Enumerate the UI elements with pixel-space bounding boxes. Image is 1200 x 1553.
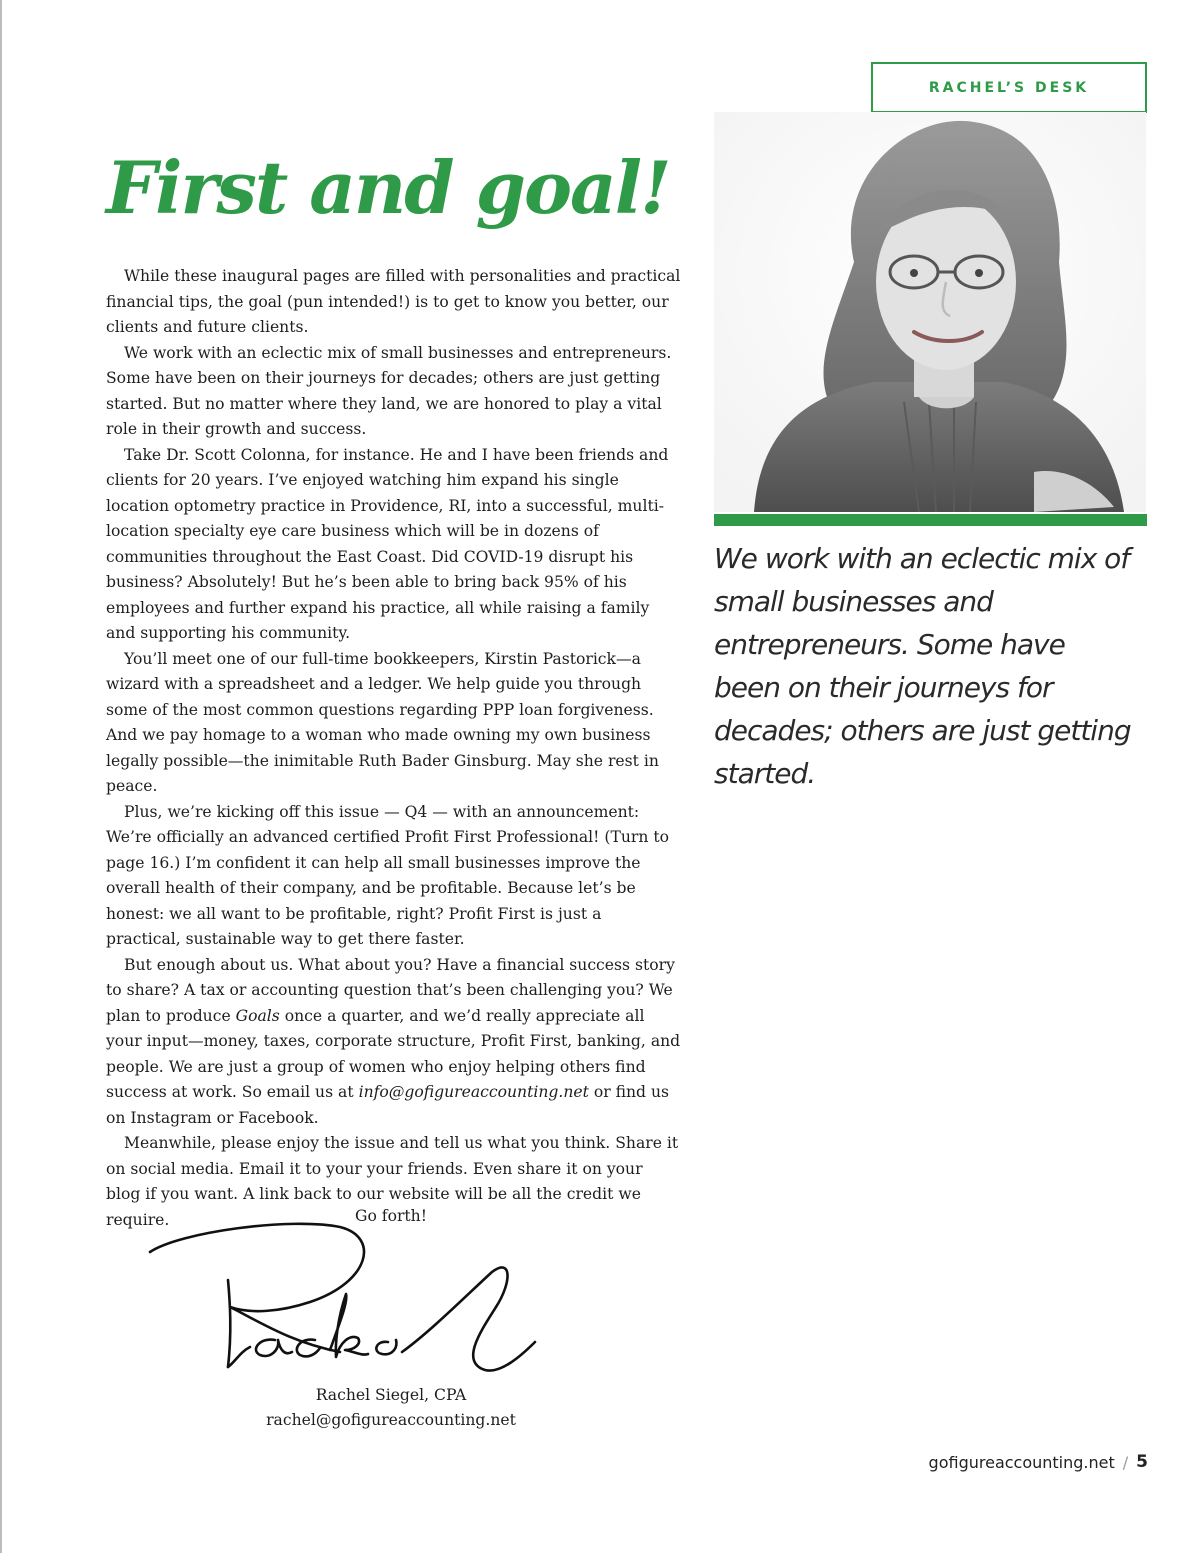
signoff: Go forth! [355, 1207, 427, 1225]
body-paragraph-2: We work with an eclectic mix of small businesses and entrepreneurs. Some have been on their journeys for decades; others are just getting started. But no matter where they land, we are honored to play a vital role in their growth and success. [106, 343, 672, 438]
body-p6-part-b: once a quarter, and we’d really appreciate all your input—money, taxes, corporate structure, Profit First, banking, and people. We are just a group of women who enjoy helping others find success at work. So email us at [106, 1006, 681, 1101]
footer-website[interactable]: gofigureaccounting.net [928, 1452, 1115, 1472]
body-paragraph-7: Meanwhile, please enjoy the issue and tell us what you think. Share it on social media. Email it to your your friends. Even share it on your blog if you want. A link back to our website will be all the credit we require. [106, 1134, 679, 1229]
pull-quote: We work with an eclectic mix of small businesses and entrepreneurs. Some have been on their journeys for decades; others are just getting started. [714, 542, 1131, 790]
body-p6-part-a: But enough about us. What about you? Have a financial success story to share? A tax or accounting question that’s been challenging you? We plan to produce [106, 955, 675, 1025]
handwritten-signature [140, 1222, 540, 1387]
magazine-title: Goals [235, 1006, 280, 1025]
photo-accent-bar [714, 514, 1147, 526]
page-number: 5 [1136, 1452, 1148, 1472]
page-footer [929, 1452, 1148, 1472]
author-portrait [714, 112, 1146, 512]
body-paragraph-4: You’ll meet one of our full-time bookkeepers, Kirstin Pastorick—a wizard with a spreadsheet and a ledger. We help guide you through some of the most common questions regarding PPP loan forgiveness. And we pay homage to a woman who made owning my own business legally possible—the inimitable Ruth Bader Ginsburg. May she rest in peace. [106, 649, 659, 795]
body-paragraph-1: While these inaugural pages are filled with personalities and practical financial tips, the goal (pun intended!) is to get to know you better, our clients and future clients. [106, 267, 681, 336]
section-tag-label: RACHEL’S DESK [928, 79, 1090, 96]
body-paragraph-5: Plus, we’re kicking off this issue — Q4 — with an announcement: We’re officially an advanced certified Profit First Professional! (Turn to page 16.) I’m confident it can help all small businesses improve the overall health of their company, and be profitable. Because let’s be honest: we all want to be profitable, right? Profit First is just a practical, sustainable way to get there faster. [106, 802, 670, 948]
author-email-link[interactable]: rachel@gofigureaccounting.net [266, 1411, 516, 1429]
page-edge-rule [0, 0, 2, 1553]
body-paragraph-6 [106, 953, 681, 1132]
body-paragraph-3: Take Dr. Scott Colonna, for instance. He and I have been friends and clients for 20 years. I’ve enjoyed watching him expand his single location optometry practice in Providence, RI, into a successful, multi-location specialty eye care business which will be in dozens of communities throughout the East Coast. Did COVID-19 disrupt his business? Absolutely! But he’s been able to bring back 95% of his employees and further expand his practice, all while raising a family and supporting his community. [106, 445, 669, 642]
article-body [106, 264, 681, 1233]
body-p6-part-c: or find us on Instagram or Facebook. [106, 1083, 670, 1127]
section-tag [871, 62, 1147, 113]
headline: First and goal! [106, 145, 670, 230]
author-name: Rachel Siegel, CPA [315, 1386, 467, 1404]
footer-separator: / [1122, 1452, 1129, 1472]
contact-email-link[interactable]: info@gofigureaccounting.net [358, 1083, 589, 1101]
